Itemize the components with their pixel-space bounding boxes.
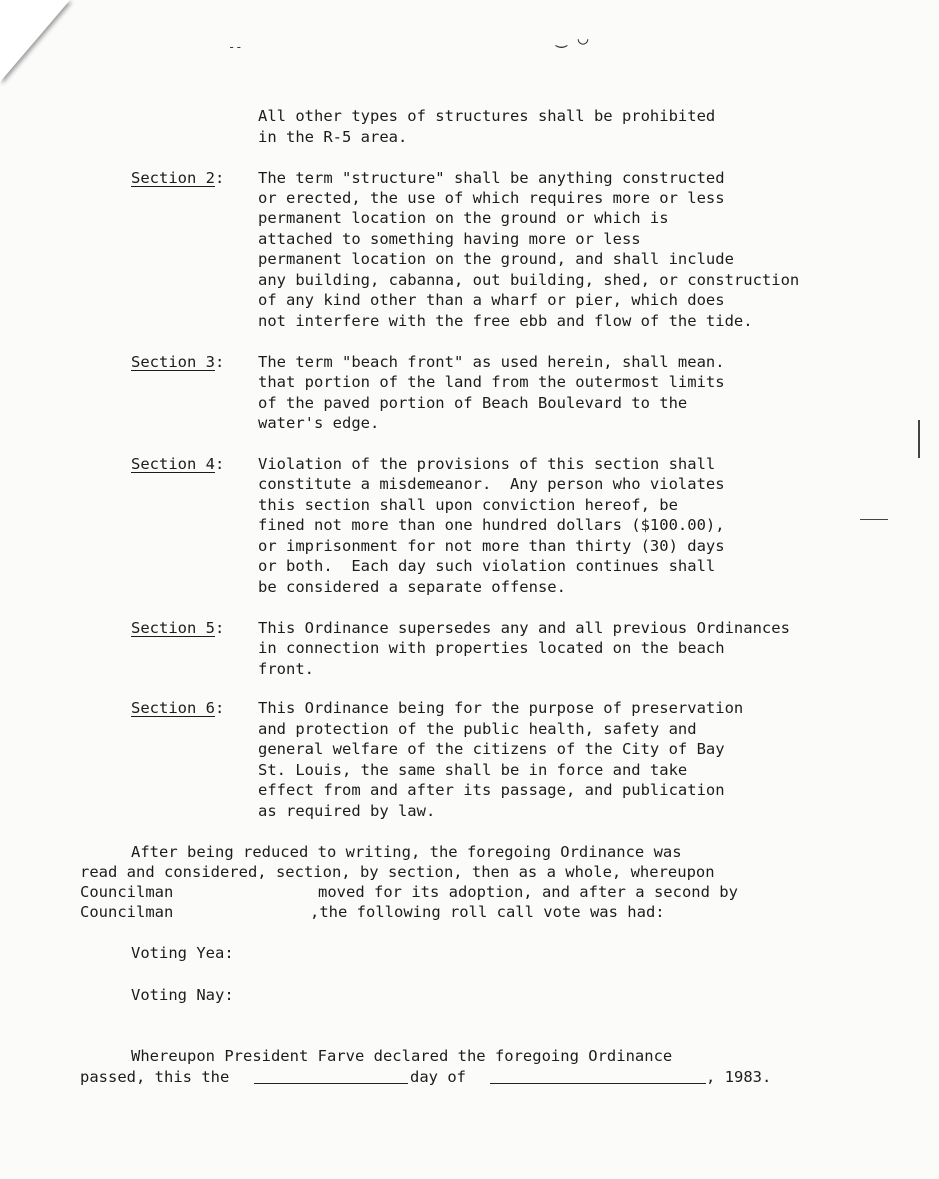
section-line: permanent location on the ground, and shall include bbox=[258, 250, 734, 268]
section-line: any building, cabanna, out building, shed, or construction bbox=[258, 271, 800, 289]
section-line: permanent location on the ground or which is bbox=[258, 209, 669, 227]
scan-mark: -- bbox=[228, 40, 243, 54]
section-line: fined not more than one hundred dollars ($100.00), bbox=[258, 516, 725, 534]
section-line: constitute a misdemeanor. Any person who violates bbox=[258, 475, 725, 493]
section-line: and protection of the public health, safety and bbox=[258, 720, 697, 738]
section-label: Section 4: bbox=[131, 455, 225, 473]
closing-line: After being reduced to writing, the foregoing Ordinance was bbox=[131, 843, 682, 861]
section-line: The term "beach front" as used herein, shall mean. bbox=[258, 353, 725, 371]
section-label: Section 6: bbox=[131, 699, 225, 717]
section-line: be considered a separate offense. bbox=[258, 578, 566, 596]
section-label: Section 3: bbox=[131, 353, 225, 371]
section-line: St. Louis, the same shall be in force and take bbox=[258, 761, 688, 779]
councilman-label: Councilman bbox=[80, 903, 174, 921]
intro-line: All other types of structures shall be prohibited bbox=[258, 107, 716, 125]
section-line: attached to something having more or less bbox=[258, 230, 641, 248]
section-line: of the paved portion of Beach Boulevard to the bbox=[258, 394, 688, 412]
section-line: as required by law. bbox=[258, 802, 436, 820]
section-line: in connection with properties located on the beach bbox=[258, 639, 725, 657]
passage-day-of: day of bbox=[410, 1068, 466, 1086]
closing-line: read and considered, section, by section, then as a whole, whereupon bbox=[80, 863, 715, 881]
voting-yea-label: Voting Yea: bbox=[131, 944, 234, 962]
section-line: not interfere with the free ebb and flow of the tide. bbox=[258, 312, 753, 330]
scan-edge-mark bbox=[918, 420, 920, 458]
section-line: front. bbox=[258, 660, 314, 678]
section-line: or imprisonment for not more than thirty (30) days bbox=[258, 537, 725, 555]
section-line: or both. Each day such violation continues shall bbox=[258, 557, 716, 575]
section-line: general welfare of the citizens of the City of Bay bbox=[258, 740, 725, 758]
voting-nay-label: Voting Nay: bbox=[131, 986, 234, 1004]
councilman-label: Councilman bbox=[80, 883, 174, 901]
closing-line: ,the following roll call vote was had: bbox=[310, 903, 665, 921]
section-line: This Ordinance supersedes any and all previous Ordinances bbox=[258, 619, 790, 637]
scan-edge-mark bbox=[860, 519, 888, 520]
section-label: Section 2: bbox=[131, 169, 225, 187]
folded-corner bbox=[0, 0, 70, 82]
intro-line: in the R-5 area. bbox=[258, 128, 408, 146]
section-line: water's edge. bbox=[258, 414, 380, 432]
section-label: Section 5: bbox=[131, 619, 225, 637]
section-line: or erected, the use of which requires more or less bbox=[258, 189, 725, 207]
scan-mark: ‿ ◡ bbox=[556, 28, 589, 49]
section-line: effect from and after its passage, and publication bbox=[258, 781, 725, 799]
section-line: of any kind other than a wharf or pier, which does bbox=[258, 291, 725, 309]
section-line: The term "structure" shall be anything constructed bbox=[258, 169, 725, 187]
date-day-blank bbox=[254, 1069, 408, 1084]
passage-line: Whereupon President Farve declared the foregoing Ordinance bbox=[131, 1047, 673, 1065]
section-line: that portion of the land from the outermost limits bbox=[258, 373, 725, 391]
section-line: This Ordinance being for the purpose of preservation bbox=[258, 699, 744, 717]
section-line: Violation of the provisions of this section shall bbox=[258, 455, 716, 473]
section-line: this section shall upon conviction hereof, be bbox=[258, 496, 678, 514]
passage-year: , 1983. bbox=[706, 1068, 772, 1086]
date-month-blank bbox=[490, 1069, 706, 1084]
passage-prefix: passed, this the bbox=[80, 1068, 230, 1086]
closing-line: moved for its adoption, and after a second by bbox=[318, 883, 738, 901]
